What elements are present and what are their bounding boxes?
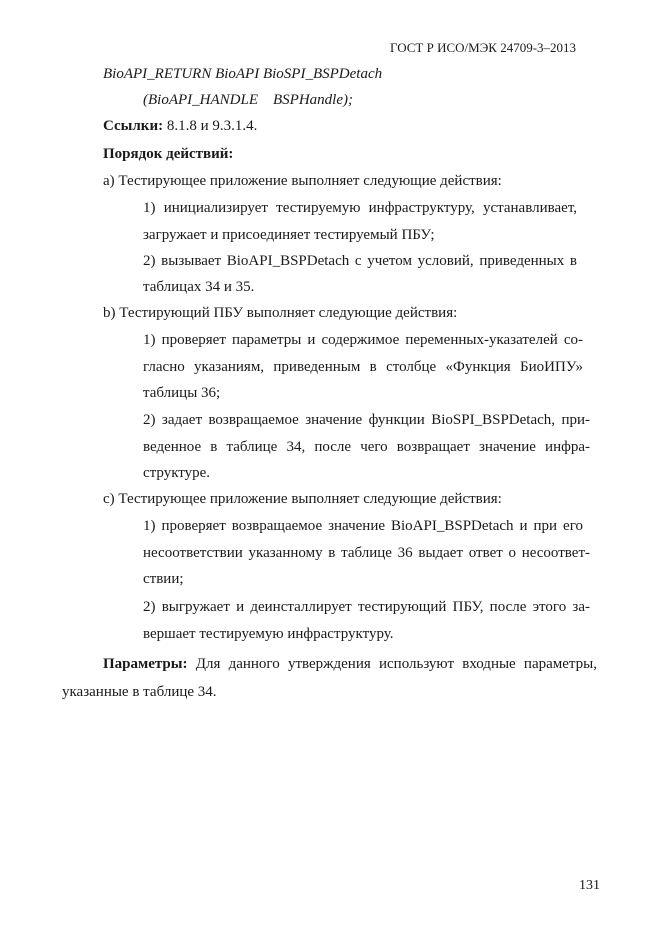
references-line — [103, 117, 257, 135]
param-name: BSPHandle); — [273, 92, 353, 108]
step-a2-line2: таблицах 34 и 35. — [143, 279, 255, 295]
procedure-heading: Порядок действий: — [103, 146, 234, 162]
function-signature: BioAPI_RETURN BioAPI BioSPI_BSPDetach — [103, 66, 383, 82]
standard-header: ГОСТ Р ИСО/МЭК 24709-3–2013 — [390, 40, 577, 55]
parameters-text: Для данного утверждения используют входные параметры, — [195, 656, 597, 672]
step-b2-line2: веденное в таблице 34, после чего возвращает значение инфра- — [143, 439, 590, 455]
step-c1-line3: ствии; — [143, 571, 184, 587]
parameters-label: Параметры: — [103, 656, 188, 672]
step-a2-line1: 2) вызывает BioAPI_BSPDetach с учетом условий, приведенных в — [143, 253, 577, 269]
step-b-intro: b) Тестирующий ПБУ выполняет следующие действия: — [103, 305, 458, 321]
step-b1-line3: таблицы 36; — [143, 385, 221, 401]
step-a-intro: a) Тестирующее приложение выполняет следующие действия: — [103, 173, 502, 189]
parameters-line2: указанные в таблице 34. — [62, 684, 217, 700]
step-b1-line2: гласно указаниям, приведенным в столбце «Функция БиоИПУ» — [143, 359, 583, 375]
page-number: 131 — [579, 878, 600, 893]
step-c2-line2: вершает тестируемую инфраструктуру. — [143, 626, 394, 642]
parameters-line1 — [103, 655, 597, 673]
param-type: (BioAPI_HANDLE — [143, 92, 258, 108]
step-b1-line1: 1) проверяет параметры и содержимое переменных-указателей со- — [143, 332, 583, 348]
step-c-intro: c) Тестирующее приложение выполняет следующие действия: — [103, 491, 502, 507]
step-c1-line2: несоответствии указанному в таблице 36 выдает ответ о несоответ- — [143, 545, 590, 561]
step-a1-line2: загружает и присоединяет тестируемый ПБУ; — [143, 227, 435, 243]
step-b2-line3: структуре. — [143, 465, 211, 481]
step-a1-line1: 1) инициализирует тестируемую инфраструктуру, устанавливает, — [143, 200, 577, 216]
step-c2-line1: 2) выгружает и деинсталлирует тестирующий ПБУ, после этого за- — [143, 599, 590, 615]
references-text: 8.1.8 и 9.3.1.4. — [166, 118, 258, 134]
references-label: Ссылки: — [103, 118, 164, 134]
step-b2-line1: 2) задает возвращаемое значение функции BioSPI_BSPDetach, при- — [143, 412, 590, 428]
step-c1-line1: 1) проверяет возвращаемое значение BioAPI_BSPDetach и при его — [143, 518, 583, 534]
